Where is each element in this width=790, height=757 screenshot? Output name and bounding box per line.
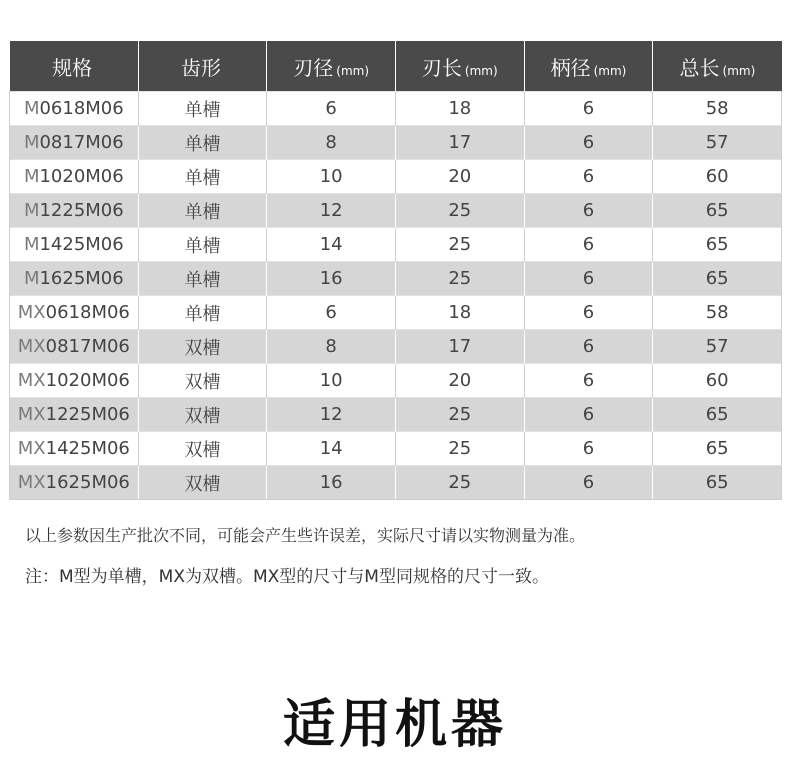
cell-model: MX1020M06 (10, 364, 139, 398)
cell-tooth: 单槽 (138, 228, 267, 262)
cell-shank-diameter: 6 (524, 466, 653, 500)
cell-total-length: 58 (653, 296, 782, 330)
cell-model: MX1225M06 (10, 398, 139, 432)
cell-blade-diameter: 12 (267, 398, 396, 432)
header-shank-diameter: 柄径 (mm) (524, 41, 653, 92)
table-row (10, 466, 782, 500)
cell-total-length: 57 (653, 330, 782, 364)
cell-blade-diameter: 10 (267, 364, 396, 398)
cell-blade-length: 25 (395, 432, 524, 466)
cell-blade-length: 20 (395, 160, 524, 194)
spec-table (9, 41, 782, 500)
cell-tooth: 双槽 (138, 330, 267, 364)
cell-blade-length: 25 (395, 194, 524, 228)
cell-shank-diameter: 6 (524, 194, 653, 228)
cell-blade-length: 25 (395, 228, 524, 262)
cell-blade-diameter: 12 (267, 194, 396, 228)
cell-blade-diameter: 14 (267, 432, 396, 466)
table-row (10, 432, 782, 466)
cell-blade-diameter: 8 (267, 330, 396, 364)
cell-tooth: 双槽 (138, 364, 267, 398)
cell-model: M1225M06 (10, 194, 139, 228)
table-row (10, 364, 782, 398)
cell-tooth: 双槽 (138, 398, 267, 432)
table-header-row (10, 41, 782, 92)
cell-shank-diameter: 6 (524, 160, 653, 194)
cell-tooth: 双槽 (138, 466, 267, 500)
cell-total-length: 57 (653, 126, 782, 160)
cell-blade-length: 18 (395, 296, 524, 330)
cell-blade-diameter: 14 (267, 228, 396, 262)
cell-tooth: 双槽 (138, 432, 267, 466)
cell-total-length: 65 (653, 398, 782, 432)
cell-blade-length: 18 (395, 92, 524, 126)
cell-shank-diameter: 6 (524, 296, 653, 330)
cell-shank-diameter: 6 (524, 262, 653, 296)
type-remark-note: 注：M型为单槽，MX为双槽。MX型的尺寸与M型同规格的尺寸一致。 (25, 567, 549, 587)
cell-tooth: 单槽 (138, 160, 267, 194)
table-row (10, 160, 782, 194)
cell-model: MX1625M06 (10, 466, 139, 500)
cell-blade-length: 17 (395, 126, 524, 160)
table-row (10, 398, 782, 432)
cell-shank-diameter: 6 (524, 126, 653, 160)
cell-tooth: 单槽 (138, 262, 267, 296)
cell-shank-diameter: 6 (524, 330, 653, 364)
header-total-length: 总长 (mm) (653, 41, 782, 92)
cell-total-length: 65 (653, 466, 782, 500)
table-row (10, 330, 782, 364)
cell-blade-diameter: 8 (267, 126, 396, 160)
cell-total-length: 65 (653, 262, 782, 296)
cell-shank-diameter: 6 (524, 364, 653, 398)
cell-total-length: 58 (653, 92, 782, 126)
cell-tooth: 单槽 (138, 296, 267, 330)
cell-model: M0618M06 (10, 92, 139, 126)
cell-shank-diameter: 6 (524, 228, 653, 262)
cell-blade-length: 20 (395, 364, 524, 398)
section-title: 适用机器 (282, 695, 507, 755)
cell-blade-diameter: 16 (267, 466, 396, 500)
table-row (10, 262, 782, 296)
disclaimer-note: 以上参数因生产批次不同，可能会产生些许误差，实际尺寸请以实物测量为准。 (25, 526, 586, 545)
header-spec: 规格 (10, 41, 139, 92)
cell-total-length: 65 (653, 194, 782, 228)
cell-model: MX0817M06 (10, 330, 139, 364)
cell-total-length: 60 (653, 160, 782, 194)
cell-shank-diameter: 6 (524, 432, 653, 466)
cell-shank-diameter: 6 (524, 398, 653, 432)
cell-total-length: 60 (653, 364, 782, 398)
header-blade-length: 刃长 (mm) (395, 41, 524, 92)
cell-tooth: 单槽 (138, 126, 267, 160)
cell-blade-length: 25 (395, 466, 524, 500)
cell-model: M1425M06 (10, 228, 139, 262)
cell-model: MX1425M06 (10, 432, 139, 466)
cell-total-length: 65 (653, 228, 782, 262)
cell-model: M1020M06 (10, 160, 139, 194)
cell-model: M1625M06 (10, 262, 139, 296)
table-row (10, 126, 782, 160)
cell-model: MX0618M06 (10, 296, 139, 330)
cell-tooth: 单槽 (138, 194, 267, 228)
table-row (10, 92, 782, 126)
cell-blade-diameter: 16 (267, 262, 396, 296)
cell-blade-length: 17 (395, 330, 524, 364)
cell-blade-diameter: 6 (267, 296, 396, 330)
table-row (10, 296, 782, 330)
cell-total-length: 65 (653, 432, 782, 466)
cell-blade-length: 25 (395, 262, 524, 296)
cell-shank-diameter: 6 (524, 92, 653, 126)
header-tooth: 齿形 (138, 41, 267, 92)
cell-blade-length: 25 (395, 398, 524, 432)
cell-blade-diameter: 10 (267, 160, 396, 194)
cell-model: M0817M06 (10, 126, 139, 160)
cell-tooth: 单槽 (138, 92, 267, 126)
header-blade-diameter: 刃径 (mm) (267, 41, 396, 92)
table-row (10, 228, 782, 262)
table-row (10, 194, 782, 228)
table-body (10, 92, 782, 500)
cell-blade-diameter: 6 (267, 92, 396, 126)
